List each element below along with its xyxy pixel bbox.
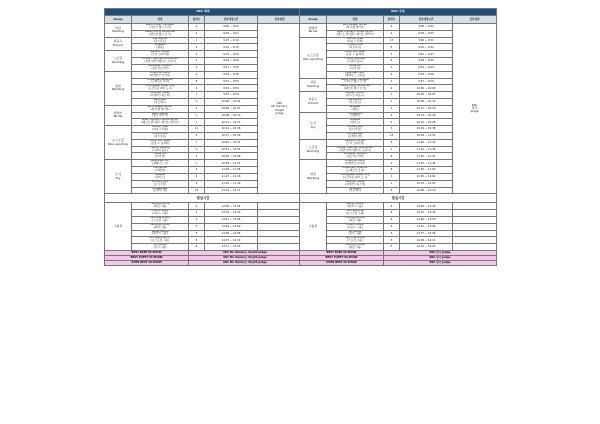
table-row [105, 24, 302, 31]
group-stage-time: 13:35 ~ 13:45 [400, 210, 453, 217]
breed-name: Poodle (Toy) (토이 푸들) [132, 180, 189, 187]
breed-name: Dachshund (닥스훈트) [327, 98, 384, 105]
best-in-show-judge: AKC Mr. Daniel J. Smyth Judge [189, 261, 302, 266]
scheduled-time: 10:53 ~ 10:55 [205, 146, 258, 153]
best-in-show-label: OPEN BEST IN SHOW [105, 261, 189, 266]
group-name: 하딩 Herding [105, 24, 132, 38]
breed-name: American Akita (아메리칸 아키다) [132, 71, 189, 78]
scheduled-time: 10:14 ~ 10:36 [205, 126, 258, 133]
best-in-show-judge: KKC 한국 Judge [384, 261, 497, 266]
entry-count: 2 [384, 187, 400, 194]
breed-name: Afghan Hound (아프간 하운드) [327, 92, 384, 99]
entry-count: 2 [189, 44, 205, 51]
header-breed: 견종 [132, 16, 189, 24]
entry-count: 1 [384, 92, 400, 99]
breed-name: Doberman Pinscher (도베르만 핀셔) [132, 78, 189, 85]
group-stage-breed: Herding Group (허딩 그룹) [327, 216, 384, 223]
breed-name: Samoyed (사모예드) [132, 98, 189, 105]
group-stage-breed: Toy Group (토이 그룹) [132, 244, 189, 251]
scheduled-time: 10:05 ~ 10:07 [400, 92, 453, 99]
breed-name: Chow Chow (차우차우) [132, 133, 189, 140]
group-stage-breed: Non-sporting (논스포팅 그룹) [327, 210, 384, 217]
group-stage-row [300, 230, 497, 237]
breed-name: Portuguese Water Dog (포르투갈 워터 도그) [327, 173, 384, 180]
scheduled-time: 10:29 ~ 10:38 [400, 126, 453, 133]
scheduled-time: 10:00 ~ 10:04 [400, 85, 453, 92]
entry-count: 2 [384, 112, 400, 119]
scheduled-time: 10:59 ~ 11:01 [205, 160, 258, 167]
group-name: 워킹 Working [105, 71, 132, 105]
breed-name: Maltese (말티즈) [132, 173, 189, 180]
entry-count: 1 [384, 98, 400, 105]
breed-name: Japanese Spitz (재패니즈 스피츠) [327, 71, 384, 78]
best-in-show-row [300, 261, 497, 266]
group-stage-count: 2 [384, 203, 400, 210]
group-stage-count: 3 [189, 230, 205, 237]
group-stage-row [300, 216, 497, 223]
group-stage-breed: Terrier Group (테리어 그룹) [327, 203, 384, 210]
judge-name: AKC Mr. Daniel J. Smyth Judge [258, 24, 302, 194]
scheduled-time: 12:03 ~ 12:05 [400, 180, 453, 187]
group-name: 논스포팅 Non-sporting [300, 37, 327, 78]
breed-name: French Bulldog (프렌치 불독) [327, 58, 384, 65]
breed-name: Jack Russell Terrier (잭 러셀 테리어) [327, 24, 384, 31]
breed-name: Coton De Tulear (꼬똥 드 툴레아) [132, 139, 189, 146]
entry-count: 1 [384, 160, 400, 167]
scheduled-time: 10:39 ~ 11:25 [400, 133, 453, 140]
entry-count: 3 [384, 139, 400, 146]
group-name: 테리어 Terrier [300, 24, 327, 38]
group-stage-row [105, 244, 302, 251]
entry-count: 1 [384, 24, 400, 31]
scheduled-time: 10:11 ~ 10:13 [205, 119, 258, 126]
header-row [300, 16, 497, 24]
entry-count: 1 [189, 71, 205, 78]
lunch-row [300, 194, 497, 203]
scheduled-time: 9:34 ~ 9:36 [205, 71, 258, 78]
breed-name: Spaniel, Cocker (코커 스파니엘) [132, 51, 189, 58]
right-schedule-panel [299, 8, 496, 266]
group-name: 스포팅 Sporting [300, 139, 327, 159]
entry-count: 1 [189, 58, 205, 65]
group-stage-count: 3 [384, 223, 400, 230]
group-stage-count: 3 [189, 210, 205, 217]
table-row [300, 24, 497, 31]
breed-name: Doberman Pinscher (도베르만 핀셔) [327, 167, 384, 174]
breed-name: Chihuahua (치와와) [132, 167, 189, 174]
breed-name: Spaniel, Cocker (코커 스파니엘) [327, 139, 384, 146]
entry-count: 1 [384, 180, 400, 187]
group-stage-time: 14:17 ~ 14:25 [205, 244, 258, 251]
scheduled-time: 9:00 ~ 9:02 [205, 24, 258, 31]
ring-title: KKC 우측 [300, 9, 497, 16]
group-stage-breed: Hound Group (하운드 그룹) [327, 223, 384, 230]
scheduled-time: 9:10 ~ 9:15 [205, 44, 258, 51]
group-stage-breed: Working Group (워킹 그룹) [132, 223, 189, 230]
scheduled-time: 11:26 ~ 11:31 [400, 139, 453, 146]
entry-count: 1 [384, 173, 400, 180]
entry-count: 1 [189, 85, 205, 92]
group-stage-judge [453, 237, 497, 244]
breed-name: Japanese Chin (재패니즈 친) [132, 160, 189, 167]
breed-name: Coton De Tulear (꼬똥 드 툴레아) [327, 51, 384, 58]
group-stage-count: 5 [189, 223, 205, 230]
breed-name: Welsh terrier (웰시 테리어) [132, 112, 189, 119]
breed-name: Siberian Husky (시베리안 허스키) [327, 180, 384, 187]
scheduled-time: 9:57 ~ 9:59 [400, 78, 453, 85]
group-stage-row [300, 210, 497, 217]
group-stage-row [105, 237, 302, 244]
best-in-show-row [105, 261, 302, 266]
header-judge: 심사위원 [258, 16, 302, 24]
entry-count: 1 [189, 112, 205, 119]
right-schedule-table [299, 8, 497, 266]
breed-name: Samoyed (사모예드) [327, 187, 384, 194]
group-stage-count: 2 [384, 216, 400, 223]
group-stage-breed: Non-sporting Gr. (논스포팅 그룹) [132, 237, 189, 244]
group-stage-judge [453, 216, 497, 223]
group-stage-row [300, 244, 497, 251]
breed-name: Siberian Husky (시베리안 허스키) [132, 92, 189, 99]
breed-name: Jack Russell Terrier (잭 러셀 테리어) [132, 105, 189, 112]
scheduled-time: 10:37 ~ 10:39 [205, 133, 258, 140]
scheduled-time: 12:00 ~ 12:02 [400, 173, 453, 180]
breed-name: Dachshund (닥스훈트) [132, 37, 189, 44]
scheduled-time: 11:31 ~ 12:17 [205, 187, 258, 194]
breed-name: Retriever, Golden (골든리트리버) [327, 153, 384, 160]
breed-name: Pomeranian (포메라니안) [132, 187, 189, 194]
group-stage-count: 3 [189, 216, 205, 223]
entry-count: 4 [384, 119, 400, 126]
breed-name: Whippet (휘핏) [132, 44, 189, 51]
scheduled-time: 9:54 ~ 9:56 [205, 85, 258, 92]
scheduled-time: 10:56 ~ 10:58 [205, 153, 258, 160]
scheduled-time: 12:06 ~ 12:10 [400, 187, 453, 194]
header-group: Group [105, 16, 132, 24]
group-stage-judge [258, 203, 302, 210]
group-stage-judge [453, 203, 497, 210]
scheduled-time: 11:20 ~ 11:29 [205, 180, 258, 187]
group-stage-count: 4 [384, 230, 400, 237]
ring-title-row [300, 9, 497, 16]
group-stage-row [105, 230, 302, 237]
group-stage-count: 3 [384, 237, 400, 244]
entry-count: 6 [189, 173, 205, 180]
entry-count: 2 [189, 30, 205, 37]
lunch-label: 점심시간 [300, 194, 497, 203]
group-stage-breed: Hound Group (하운드 그룹) [132, 210, 189, 217]
ring-title: AKC 좌측 [105, 9, 302, 16]
entry-count: 1 [189, 153, 205, 160]
best-in-show-label: BEST PUPPY IN SHOW [105, 256, 189, 261]
entry-count: 1 [384, 64, 400, 71]
best-in-show-label: OPEN BEST IN SHOW [300, 261, 384, 266]
group-stage-time: 13:41 ~ 13:46 [205, 216, 258, 223]
entry-count: 1 [189, 37, 205, 44]
group-stage-judge [453, 223, 497, 230]
group-stage-time: 13:51 ~ 13:56 [400, 223, 453, 230]
group-stage-time: 14:07 ~ 14:13 [205, 237, 258, 244]
entry-count: 13 [384, 37, 400, 44]
entry-count: 3 [189, 51, 205, 58]
group-stage-judge [258, 210, 302, 217]
entry-count: 8 [189, 78, 205, 85]
group-stage-judge [453, 210, 497, 217]
scheduled-time: 9:03 ~ 9:05 [400, 30, 453, 37]
scheduled-time: 10:11 ~ 10:13 [400, 105, 453, 112]
header-time: 심사예정시간 [400, 16, 453, 24]
best-in-show-judge: AKC Mr. Daniel J. Smyth Judge [189, 256, 302, 261]
scheduled-time: 11:42 ~ 11:44 [400, 160, 453, 167]
scheduled-time: 9:32 ~ 9:41 [400, 44, 453, 51]
breed-name: Chihuahua (치와와) [327, 112, 384, 119]
breed-name: Whippet (휘핏) [327, 105, 384, 112]
header-group: Group [300, 16, 327, 24]
group-stage-time: 13:49 ~ 13:59 [205, 223, 258, 230]
group-name: 테리어 Terrier [105, 105, 132, 125]
ring-title-row [105, 9, 302, 16]
group-stage-judge [258, 237, 302, 244]
group-stage-time: 14:06 ~ 14:11 [400, 237, 453, 244]
group-stage-name: 그룹전 [105, 203, 132, 251]
scheduled-time: 10:40 ~ 10:54 [205, 139, 258, 146]
breed-name: Pointer, German Wirehaired (저먼 와이어헤어드 포인터) [132, 58, 189, 65]
scheduled-time: 10:08 ~ 10:10 [400, 98, 453, 105]
group-stage-judge [453, 244, 497, 251]
breed-name: Welsh Corgi, Cardigan (카디건 웰시 코기) [132, 24, 189, 31]
group-stage-time: 14:12 ~ 14:22 [400, 244, 453, 251]
breed-name: Welsh Corgi, Pembroke (펨브록 웰시 코기) [132, 30, 189, 37]
group-name: 허딩 Herding [300, 78, 327, 92]
header-count: 출전수 [384, 16, 400, 24]
breed-name: Retriever, Golden (골든리트리버) [132, 64, 189, 71]
entry-count: 2 [384, 85, 400, 92]
scheduled-time: 9:37 ~ 9:53 [205, 78, 258, 85]
header-row [105, 16, 302, 24]
entry-count: 5 [384, 44, 400, 51]
scheduled-time: 9:02 ~ 9:07 [205, 30, 258, 37]
scheduled-time: 11:32 ~ 11:34 [400, 146, 453, 153]
breed-name: French Bulldog (프렌치 불독) [132, 146, 189, 153]
group-stage-judge [258, 216, 302, 223]
scheduled-time: 9:27 ~ 9:33 [205, 64, 258, 71]
entry-count: 1 [189, 92, 205, 99]
group-stage-breed: Sporting Group (스포팅 그룹) [327, 237, 384, 244]
group-stage-row [105, 216, 302, 223]
entry-count: 1 [189, 119, 205, 126]
entry-count: 8 [384, 167, 400, 174]
scheduled-time: 10:05 ~ 10:07 [205, 105, 258, 112]
scheduled-time: 11:02 ~ 11:06 [205, 167, 258, 174]
entry-count: 1 [384, 105, 400, 112]
scheduled-time: 10:08 ~ 10:10 [205, 112, 258, 119]
group-stage-row [105, 223, 302, 230]
breed-name: West Highland White Terrier (웨스트 하이랜드 화이트 테리어) [132, 119, 189, 126]
group-stage-count: 6 [384, 210, 400, 217]
entry-count: 3 [384, 153, 400, 160]
entry-count: 1 [384, 78, 400, 85]
scheduled-time: 9:06 ~ 9:31 [400, 37, 453, 44]
entry-count: 1 [384, 71, 400, 78]
group-stage-count: 5 [384, 244, 400, 251]
scheduled-time: 11:35 ~ 11:41 [400, 153, 453, 160]
group-name: 논스포팅 Non-sporting [105, 126, 132, 160]
breed-name: American Akita (아메리칸 아키다) [327, 160, 384, 167]
scheduled-time: 9:07 ~ 9:10 [205, 37, 258, 44]
best-in-show-judge: KKC 한국 Judge [384, 251, 497, 256]
entry-count: 11 [189, 126, 205, 133]
breed-name: Chow Chow (차우차우) [327, 44, 384, 51]
group-name: 하운드 Hound [300, 92, 327, 112]
breed-name: Portuguese Water Dog (포르투갈 워터 도그) [132, 85, 189, 92]
entry-count: 2 [384, 58, 400, 65]
breed-name: Poodle (Toy) (토이 푸들) [327, 126, 384, 133]
group-stage-time: 13:30 ~ 13:34 [205, 203, 258, 210]
best-in-show-judge: AKC Mr. Daniel J. Smyth Judge [189, 251, 302, 256]
scheduled-time: 9:54 ~ 9:56 [400, 71, 453, 78]
entry-count: 1 [189, 105, 205, 112]
entry-count: 23 [189, 187, 205, 194]
entry-count: 1 [189, 160, 205, 167]
group-stage-time: 13:57 ~ 14:05 [400, 230, 453, 237]
group-name: 하운드 Hound [105, 37, 132, 51]
group-stage-time: 13:30 ~ 13:34 [400, 203, 453, 210]
entry-count: 1 [384, 146, 400, 153]
entry-count: 23 [384, 133, 400, 140]
left-schedule-panel [104, 8, 301, 266]
group-stage-count: 5 [189, 237, 205, 244]
scheduled-time: 9:00 ~ 9:02 [400, 24, 453, 31]
entry-count: 1 [189, 24, 205, 31]
scheduled-time: 9:57 ~ 9:59 [205, 92, 258, 99]
lunch-row [105, 194, 302, 203]
scheduled-time: 10:21 ~ 10:28 [400, 119, 453, 126]
entry-count: 2 [189, 146, 205, 153]
breed-name: Maltese (말티즈) [327, 119, 384, 126]
header-judge: 심사위원 [453, 16, 497, 24]
group-stage-judge [258, 223, 302, 230]
best-in-show-label: BEST BABY IN SHOW [105, 251, 189, 256]
breed-name: Pomeranian (포메라니안) [327, 133, 384, 140]
scheduled-time: 11:45 ~ 11:59 [400, 167, 453, 174]
group-stage-row [300, 237, 497, 244]
group-stage-breed: Sporting Group (스포팅 그룹) [132, 216, 189, 223]
entry-count: 5 [384, 126, 400, 133]
scheduled-time: 10:14 ~ 10:18 [400, 112, 453, 119]
group-stage-count: 2 [189, 203, 205, 210]
group-stage-time: 13:35 ~ 13:40 [205, 210, 258, 217]
scheduled-time: 9:24 ~ 9:26 [205, 58, 258, 65]
group-stage-time: 13:46 ~ 13:50 [400, 216, 453, 223]
best-in-show-label: BEST PUPPY IN SHOW [300, 256, 384, 261]
judge-name: KKC 한국 Judge [453, 24, 497, 194]
group-stage-judge [258, 244, 302, 251]
group-name: 워킹 Working [300, 160, 327, 194]
breed-name: Welsh Corgi, Cardigan (카디건 웰시 코기) [327, 78, 384, 85]
group-stage-breed: Working Group (워킹 그룹) [327, 244, 384, 251]
lunch-label: 점심시간 [105, 194, 302, 203]
breed-name: Shiba Inu (시바 견) [327, 64, 384, 71]
scheduled-time: 9:51 ~ 9:53 [400, 64, 453, 71]
group-name: 스포팅 Sporting [105, 51, 132, 71]
group-stage-judge [453, 230, 497, 237]
group-stage-breed: Herding Group (허딩 그룹) [132, 203, 189, 210]
entry-count: 5 [189, 133, 205, 140]
entry-count: 2 [189, 98, 205, 105]
scheduled-time: 10:00 ~ 10:04 [205, 98, 258, 105]
entry-count: 2 [189, 167, 205, 174]
breed-name: West Highland White Terrier (웨스트 하이랜드 화이트 테리어) [327, 30, 384, 37]
scheduled-time: 9:15 ~ 9:22 [205, 51, 258, 58]
group-stage-row [105, 210, 302, 217]
group-stage-row [300, 203, 497, 210]
best-in-show-label: BEST BABY IN SHOW [300, 251, 384, 256]
scheduled-time: 11:07 ~ 11:18 [205, 173, 258, 180]
entry-count: 5 [189, 180, 205, 187]
header-breed: 견종 [327, 16, 384, 24]
breed-name: Welsh Corgi, Pembroke (펨브록 웰시 코기) [327, 85, 384, 92]
left-schedule-table [104, 8, 302, 266]
scheduled-time: 9:42 ~ 9:47 [400, 51, 453, 58]
header-count: 출전수 [189, 16, 205, 24]
group-stage-breed: Terrier Group (테리어 그룹) [132, 230, 189, 237]
group-stage-judge [258, 230, 302, 237]
group-stage-name: 그룹전 [300, 203, 327, 251]
breed-name: Pointer, German Wirehaired (저먼 와이어헤어드 포인터) [327, 146, 384, 153]
entry-count: 3 [189, 64, 205, 71]
group-stage-time: 14:00 ~ 14:06 [205, 230, 258, 237]
entry-count: 7 [384, 51, 400, 58]
group-stage-row [300, 223, 497, 230]
entry-count: 7 [189, 139, 205, 146]
best-in-show-judge: KKC 한국 Judge [384, 256, 497, 261]
breed-name: Bichon Frise (비숑 프리제) [327, 37, 384, 44]
breed-name: Shiba Inu (시바 견) [132, 153, 189, 160]
group-stage-count: 6 [189, 244, 205, 251]
group-stage-row [105, 203, 302, 210]
group-name: 토이 Toy [300, 112, 327, 139]
header-time: 심사예정시간 [205, 16, 258, 24]
scheduled-time: 9:48 ~ 9:50 [400, 58, 453, 65]
entry-count: 1 [384, 30, 400, 37]
group-name: 토이 Toy [105, 160, 132, 194]
breed-name: Bichon Frise (비숑 프리제) [132, 126, 189, 133]
group-stage-breed: Toy Group (토이 그룹) [327, 230, 384, 237]
